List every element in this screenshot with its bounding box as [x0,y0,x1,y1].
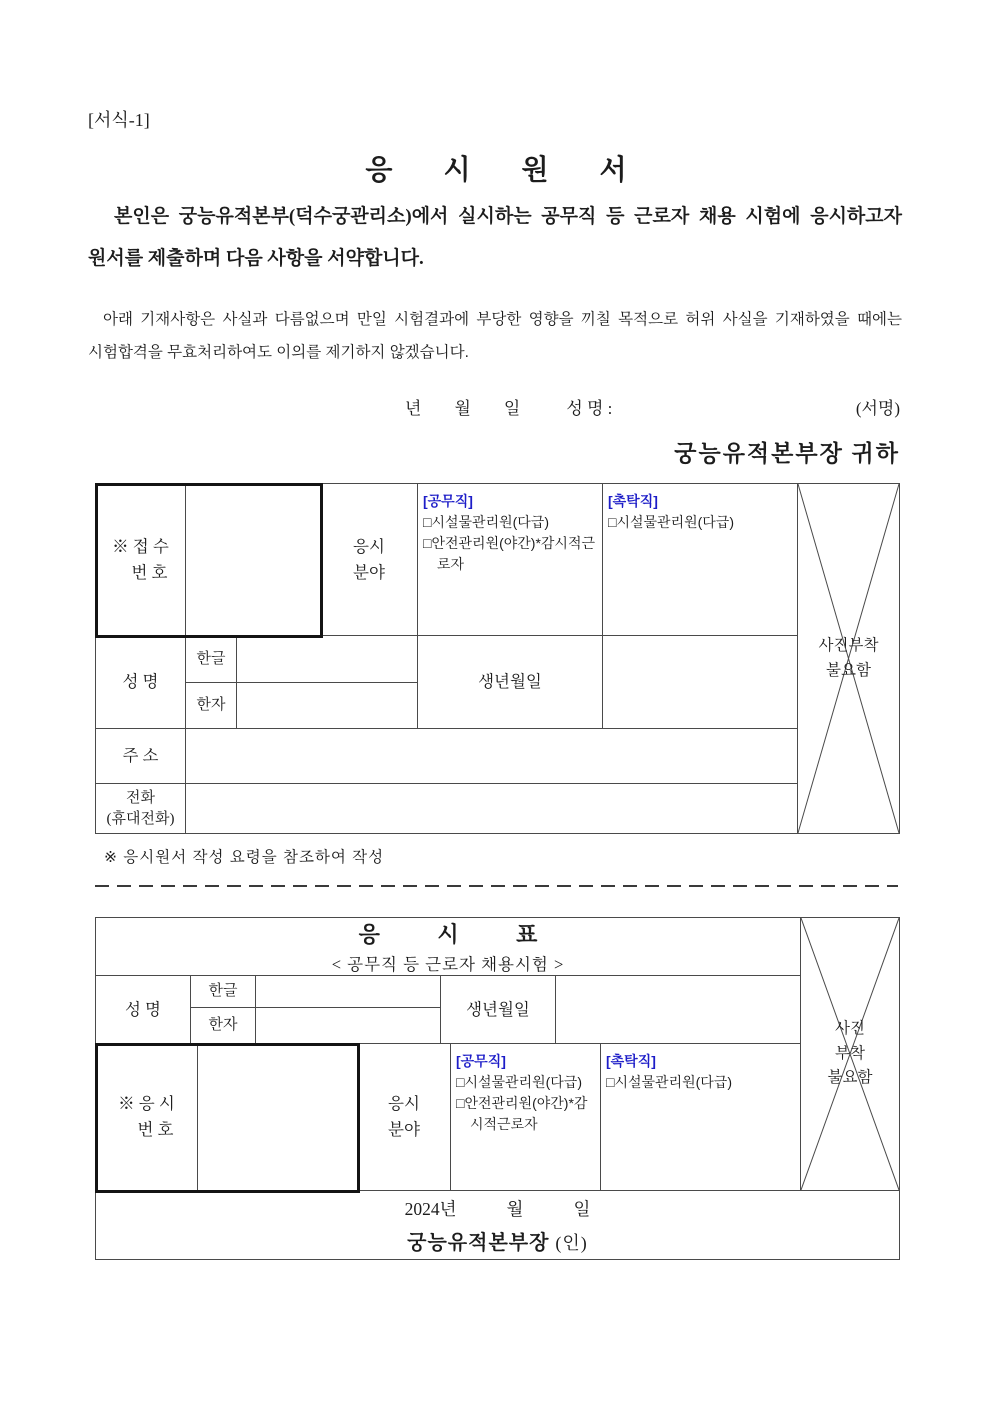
slip-birth-date-label: 생년월일 [441,976,556,1044]
slip-day-label: 일 [573,1198,591,1219]
receipt-no-label: ※ 접 수 번 호 [96,484,186,636]
checkbox-icon[interactable]: □ [456,1095,465,1111]
option-safety-manager[interactable]: □안전관리원(야간)*감시적근로자 [456,1095,588,1132]
photo-note-line1: 사진부착 [818,636,879,654]
seal-label: (인) [555,1232,588,1253]
birth-date-input[interactable] [603,636,798,729]
option-facility-manager-choktak[interactable]: □시설물관리원(다급) [606,1074,732,1090]
slip-subtitle: < 공무직 등 근로자 채용시험 > [331,955,565,974]
category-gongmujik-header: [공무직] [456,1053,506,1069]
recipient-line: 궁능유적본부장 귀하 [674,441,900,466]
checkbox-icon[interactable]: □ [456,1074,465,1090]
year-label: 년 [405,399,422,418]
slip-photo-note-line3: 불요함 [827,1069,873,1087]
slip-header [96,918,801,976]
slip-name-hanja-label: 한자 [191,1008,256,1044]
writing-note: ※ 응시원서 작성 요령을 참조하여 작성 [104,849,385,866]
detail-paragraph: 아래 기재사항은 사실과 다름없으며 만일 시험결과에 부당한 영향을 끼칠 목적으로 허위 사실을 기재하였을 때에는 시험합격을 무효처리하여도 이의를 제기하지 않겠습니다. [88,311,902,361]
checkbox-icon[interactable]: □ [423,535,432,551]
category-gongmujik [418,484,603,636]
category-choktak-header: [촉탁직] [608,493,658,509]
option-safety-manager[interactable]: □안전관리원(야간)*감시적근로자 [423,535,596,572]
slip-signer: 궁능유적본부장 [407,1231,550,1254]
category-gongmujik-header: [공무직] [423,493,473,509]
slip-name-label: 성 명 [96,976,191,1044]
separator-dashed-line [95,885,898,887]
exam-slip-table [95,917,900,1260]
option-facility-manager[interactable]: □시설물관리원(다급) [423,514,549,530]
slip-year-label: 2024년 [404,1198,457,1219]
checkbox-icon[interactable]: □ [606,1074,615,1090]
slip-exam-no-input[interactable] [198,1044,358,1191]
receipt-no-input[interactable] [186,484,321,636]
phone-label: 전화 (휴대전화) [96,784,186,833]
application-table [95,483,900,834]
exam-field-label: 응시 분야 [321,484,418,636]
slip-name-hangul-input[interactable] [256,976,441,1008]
slip-category-choktak [601,1044,801,1191]
slip-name-hanja-input[interactable] [256,1008,441,1044]
slip-title: 응 시 표 [358,922,564,947]
slip-name-hangul-label: 한글 [191,976,256,1008]
name-label: 성 명 [96,636,186,729]
name-hanja-label: 한자 [186,683,237,729]
option-facility-manager[interactable]: □시설물관리원(다급) [456,1074,582,1090]
day-label: 일 [503,399,521,418]
slip-date-line [405,1196,591,1221]
slip-month-label: 월 [506,1198,524,1219]
option-facility-manager-choktak[interactable]: □시설물관리원(다급) [608,514,734,530]
checkbox-icon[interactable]: □ [423,514,432,530]
photo-box [798,484,899,833]
slip-signer-line [407,1226,588,1255]
name-hanja-input[interactable] [237,683,418,729]
signature-label: (서명) [855,399,900,418]
address-input[interactable] [186,729,798,784]
phone-input[interactable] [186,784,798,833]
category-choktak-header: [촉탁직] [606,1053,656,1069]
name-hangul-label: 한글 [186,636,237,683]
slip-footer [96,1191,899,1259]
checkbox-icon[interactable]: □ [608,514,617,530]
birth-date-label: 생년월일 [418,636,603,729]
month-label: 월 [454,399,471,418]
name-hangul-input[interactable] [237,636,418,683]
name-colon-label: 성 명 : [566,399,613,418]
photo-note-line2: 불요함 [826,661,871,679]
slip-photo-note-line2: 부착 [835,1044,865,1062]
slip-exam-field-label: 응시 분야 [358,1044,451,1191]
slip-category-gongmujik [451,1044,601,1191]
form-number-label: [서식-1] [88,110,150,130]
document-title: 응 시 원 서 [365,155,649,186]
category-choktak [603,484,798,636]
slip-photo-note-line1: 사진 [835,1019,865,1037]
slip-birth-date-input[interactable] [556,976,801,1044]
slip-exam-no-label: ※ 응 시 번 호 [96,1044,198,1191]
date-signature-line [405,394,900,419]
slip-photo-box [801,918,899,1191]
address-label: 주 소 [96,729,186,784]
pledge-paragraph: 본인은 궁능유적본부(덕수궁관리소)에서 실시하는 공무직 등 근로자 채용 시험에 응시하고자 원서를 제출하며 다음 사항을 서약합니다. [88,206,902,269]
